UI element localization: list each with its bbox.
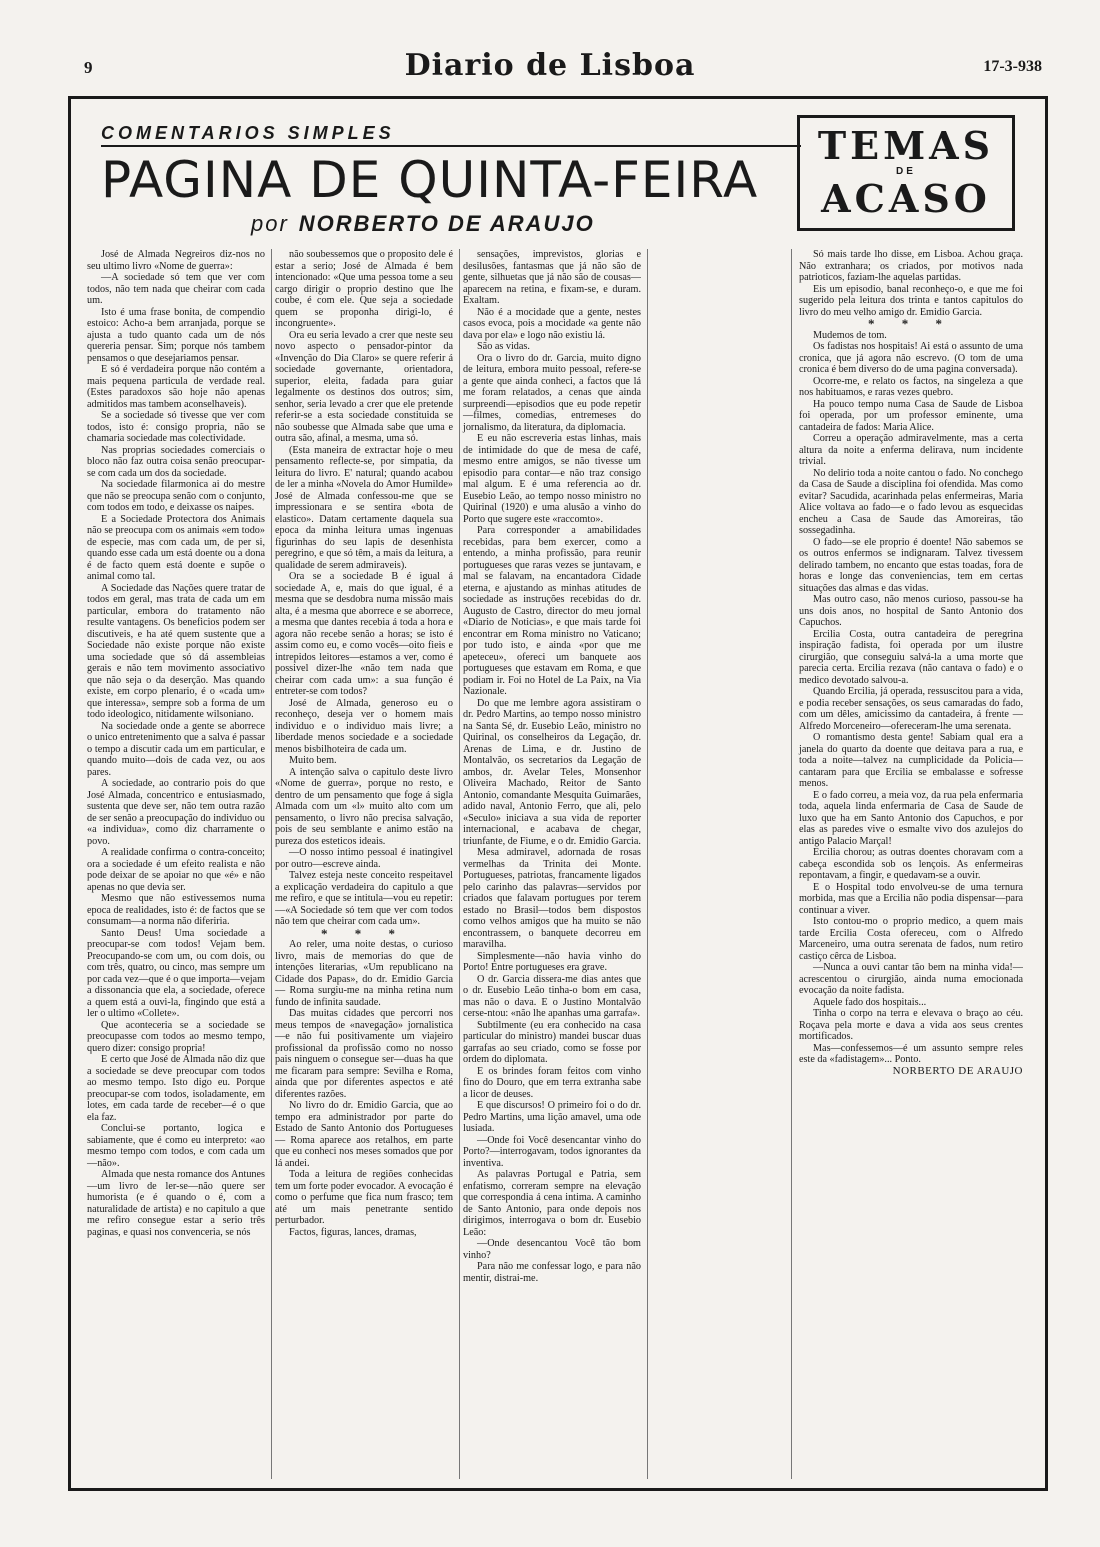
paragraph: Ao reler, uma noite destas, o curioso livro, mais de memorias do que de intenções literarias, «Um republicano na Cidade dos Papas», do dr. Emidio Garcia — Roma surgiu-me na minha retina num fundo de infinita saudade. bbox=[275, 939, 453, 1008]
paragraph: E que discursos! O primeiro foi o do dr. Pedro Martins, uma lição amavel, uma ode lusiada. bbox=[463, 1100, 641, 1134]
temas-title: TEMAS bbox=[817, 123, 995, 168]
paragraph: A Sociedade das Nações quere tratar de todos em geral, mas trata de cada um em particular, embora do tratamento não resulte vantagens. Os beneficios podem ser discutiveis, e ha até quem sustente que a Sociedade não existe porque não existe uma sociedade que só dá assembleias gerais e não tem movimento associativo que não seja o da deserção. Mas quando existe, em corpo plenario, é o «cada um» que interessa», sempre sob a forma de um todo ideologico, nitidamente wilsoniano. bbox=[87, 582, 265, 720]
paragraph: Almada que nesta romance dos Antunes—um livro de ler-se—não quere ser humorista (e é quando o é, com a naturalidade de artista) e no capitulo a que me refiro consegue estar a serio três paginas, e quasi nos convenceria, se nós bbox=[87, 1169, 265, 1238]
paragraph: Ercilia chorou; as outras doentes choravam com a cabeça escondida sob os lençois. As enfermeiras repontavam, a fingir, e quedavam-se a ouvir. bbox=[799, 847, 1023, 881]
paragraph: (Esta maneira de extractar hoje o meu pensamento reflecte-se, por simpatia, da leitura do livro. E' natural; quando acabou de ler a minha «Novela do Amor Humilde» José de Almada confessou-me que se impressionara e se sentira «bota de elastico». Datam certamente daquela sua epoca da minha leitura umas ingenuas figurinhas do seu lapis de desenhista peregrino, e que só têm, a mais da leitura, a qualidade de serem admiraveis). bbox=[275, 444, 453, 571]
section-separator: * * * bbox=[868, 316, 954, 331]
paragraph: Se a sociedade só tivesse que ver com todos, isto é: consigo propria, não se chamaria sociedade mas colectividade. bbox=[87, 410, 265, 444]
paragraph: São as vidas. bbox=[477, 341, 530, 352]
byline-prefix: por bbox=[251, 211, 289, 236]
paragraph: Aquele fado dos hospitais... bbox=[813, 996, 927, 1008]
paragraph: —A sociedade só tem que ver com todos, não tem nada que cheirar com cada um. bbox=[87, 272, 265, 306]
paragraph: —Onde foi Você desencantar vinho do Porto?—interrogavam, todos ignorantes da inventiva. bbox=[463, 1134, 641, 1169]
paragraph: Para corresponder a amabilidades recebidas, para bem exercer, como a entendo, a minha profissão, para reunir portugueses que raras vezes se juntavam, e mal se falavam, na encantadora Cidade eterna, e ajustando as minhas atitudes de sociedade as instruções recebidas do dr. Augusto de Castro, director do meu jornal «Diario de Noticias», e que mais tarde foi encontrar em Roma ministro no Vaticano; por tudo isto, e ainda «por que me apeteceu», ofereci um banquete aos portugueses que estavam em Roma, e que podiam ir. Foi no Hotel de La Paix, na Via Nazionale. bbox=[463, 525, 641, 697]
paragraph: Das muitas cidades que percorri nos meus tempos de «navegação» jornalistica—e não fui positivamente um viajeiro profissional da profissão como no nosso pais ninguem o consegue ser—duas ha que me ficaram para sempre: Sevilha e Roma, ainda que por diferentes aspectos e até diferentes razões. bbox=[275, 1008, 453, 1100]
paragraph: Não é a mocidade que a gente, nestes casos evoca, pois a mocidade «a gente não dava por ela» e logo não existiu lá. bbox=[463, 306, 641, 341]
paragraph: Os fadistas nos hospitais! Ai está o assunto de uma cronica, que já agora não escrevo. (O tom de uma cronica é bem diverso do de uma pagina conversada). bbox=[799, 341, 1023, 375]
paragraph: Ocorre-me, e relato os factos, na singeleza a que nos habituamos, e raras vezes quebro. bbox=[799, 375, 1023, 398]
newspaper-name: Diario de Lisboa bbox=[404, 48, 696, 83]
article-column-1 bbox=[87, 249, 265, 1238]
temas-de-acaso-box bbox=[797, 115, 1015, 231]
paragraph: E os brindes foram feitos com vinho fino do Douro, que em terra extranha sabe a licor de deuses. bbox=[463, 1065, 641, 1100]
column-divider bbox=[791, 249, 792, 1479]
paragraph: Ora eu seria levado a crer que neste seu novo aspecto o pensador-pintor da «Invenção do Dia Claro» se quere referir á sociedade governante, orientadora, superior, eleita, fadada para guiar legalmente os destinos dos outros; sim, senhor, seria levado a crer que ele pretende referir-se a esta sociedade constituida se não soubesse que Almada sabe que uma e outra são, afinal, a mesma, uma só. bbox=[275, 329, 453, 444]
paragraph: Conclui-se portanto, logica e sabiamente, que é como eu interpreto: «ao mesmo tempo com todos, e com cada um—não». bbox=[87, 1123, 265, 1169]
paragraph: Eis um episodio, banal reconheço-o, e que me foi sugerido pela leitura dos trinta e tantos capitulos do livro do meu velho amigo dr. Emidio Garcia. bbox=[799, 283, 1023, 318]
paragraph: —Nunca a ouvi cantar tão bem na minha vida!—acrescentou o cirurgião, ainda numa emocionada evocação da noite fadista. bbox=[799, 962, 1023, 996]
author-signature: NORBERTO DE ARAUJO bbox=[892, 1064, 1023, 1077]
paragraph: Só mais tarde lho disse, em Lisboa. Achou graça. Não extranhara; os criados, por motivos nada patrioticos, faziam-lhe aquelas partidas. bbox=[799, 249, 1023, 283]
paragraph: Correu a operação admiravelmente, mas a certa altura da noite a enferma delirava, num incidente trivial. bbox=[799, 433, 1023, 467]
issue-date: 17-3-938 bbox=[983, 58, 1042, 75]
masthead bbox=[0, 46, 1100, 86]
paragraph: Ora o livro do dr. Garcia, muito digno de leitura, embora muito pessoal, refere-se a gente que ainda conheci, a factos que lá me foram relatados, a cenas que ainda surpreendi—episodios que eu pode repetir—filmes, comedias, entremeses do jornalismo, da literatura, da diplomacia. bbox=[463, 352, 641, 433]
kicker-rule bbox=[101, 145, 801, 147]
temas-de: DE bbox=[896, 166, 916, 177]
byline-author: NORBERTO DE ARAUJO bbox=[298, 211, 595, 236]
paragraph: A sociedade, ao contrario pois do que José Almada, concentrico e entusiasmado, sustenta que deve ser, não tem outra razão de ser senão a preocupação do individuo ou «a individua», como diz charramente o povo. bbox=[87, 778, 265, 847]
section-separator: * * * bbox=[321, 925, 407, 941]
paragraph: Mas outro caso, não menos curioso, passou-se ha uns dois anos, no hospital de Santo Antonio dos Capuchos. bbox=[799, 594, 1023, 628]
paragraph: Mesmo que não estivessemos numa epoca de realidades, isto é: de factos que se consumam—a norma não diferiria. bbox=[87, 893, 265, 927]
paragraph: A realidade confirma o contra-conceito; ora a sociedade é um efeito realista e não pode deixar de se apoiar no que «é» e não apenas no que devia ser. bbox=[87, 847, 265, 893]
paragraph: Talvez esteja neste conceito respeitavel a explicação verdadeira do capitulo a que me refiro, e que se intitula—vou eu repetir: —«A Sociedade só tem que ver com todos não tem que cheirar com cada um». bbox=[275, 870, 453, 927]
paragraph: Simplesmente—não havia vinho do Porto! Entre portugueses era grave. bbox=[463, 950, 641, 973]
paragraph: E eu não escreveria estas linhas, mais de intimidade do que de mesa de café, mesmo entre amigos, se não tivesse um episodio para contar—e não traz consigo mal algum. E é uma referencia ao dr. Eusebio Leão, ao tempo nosso ministro no Quirinal (1920) e uma alusão a vinho do Porto que sugere este «raccomto». bbox=[463, 433, 641, 525]
column-divider bbox=[647, 249, 648, 1479]
paragraph: As palavras Portugal e Patria, sem enfatismo, correram sempre na elevação que correspondia á cena intima. A caminho de Santo Antonio, para onde depois nos dirigimos, interrogava o bom dr. Eusebio Leão: bbox=[463, 1169, 641, 1238]
paragraph: E só é verdadeira porque não contém a mais pequena particula de verdade real. (Estes paradoxos são hoje não apenas admitidos mas tambem aconselhaveis). bbox=[87, 364, 265, 410]
paragraph: Toda a leitura de regiões conhecidas tem um forte poder evocador. A evocação é como o perfume que fica num frasco; tem até um mais penetrante sentido perturbador. bbox=[275, 1169, 453, 1226]
paragraph: Nas proprias sociedades comerciais o bloco não faz outra coisa senão preocupar-se com cada um dos da sociedade. bbox=[87, 444, 265, 479]
paragraph: Ha pouco tempo numa Casa de Saude de Lisboa foi operada, por um professor eminente, uma cantadeira de fados: Maria Alice. bbox=[799, 398, 1023, 433]
paragraph: Mudemos de tom. bbox=[813, 329, 887, 341]
paragraph: Que aconteceria se a sociedade se preocupasse com todos ao mesmo tempo, quero dizer: consigo propria! bbox=[87, 1019, 265, 1054]
column-divider bbox=[459, 249, 460, 1479]
paragraph: Tinha o corpo na terra e elevava o braço ao céu. Roçava pela morte e dava a vida aos seus crentes mortificados. bbox=[799, 1008, 1023, 1042]
byline bbox=[251, 211, 595, 237]
article-frame bbox=[68, 96, 1048, 1491]
paragraph: Mesa admiravel, adornada de rosas vermelhas da Trinita dei Monte. Portugueses, patriotas, francamente ligados pelo carinho das palavras—servidos por criados que falavam portugues por terem estado no Brasil—todos bem dispostos como velhos amigos que ha muito se não encontrassem, o banquete decorreu em maravilha. bbox=[463, 847, 641, 950]
paragraph: José de Almada Negreiros diz-nos no seu ultimo livro «Nome de guerra»: bbox=[87, 249, 265, 272]
paragraph: No delirio toda a noite cantou o fado. No conchego da Casa de Saude a disciplina foi ofendida. Mas como evitar? Sacudida, acarinhada pelas enfermeiras, Maria Alice voltava ao fado—e o fado levou as esquecidas encheu a Casa de Saude das Amoreiras, tão sossegadinha. bbox=[799, 467, 1023, 536]
paragraph: Muito bem. bbox=[289, 755, 337, 766]
column-divider bbox=[271, 249, 272, 1479]
paragraph: Na sociedade onde a gente se aborrece o unico entretenimento que a salva é passar o tempo a discutir cada um em particular, e quando muito—dois de cada vez, ou aos pares. bbox=[87, 720, 265, 778]
paragraph: Ercilia Costa, outra cantadeira de peregrina inspiração fadista, foi operada por um ilustre cirurgião, que conseguiu salvá-la a uma morte que parecia certa. Ercilia rezava (não cantava o fado) e o medico devotado salvou-a. bbox=[799, 628, 1023, 686]
paragraph: José de Almada, generoso eu o reconheço, deseja ver o homem mais individuo e o individuo mais livre; a liberdade menos sociedade e a sociedade menos bisbilhoteira de cada um. bbox=[275, 697, 453, 755]
paragraph: Do que me lembre agora assistiram o dr. Pedro Martins, ao tempo nosso ministro na Santa Sé, dr. Eusebio Leão, ministro no Quirinal, os conselheiros da Legação, dr. Arenas de Lima, e dr. Justino de Montalvão, os secretarios da Legação de ambos, dr. Avelar Teles, Monsenhor Oliveira Machado, Reitor de Santo Antonio, comandante Mesquita Guimarães, adido naval, Antonio Ferro, que ali, pelo «Seculo» iniciava a sua vida de reporter internacional, e acabava de chegar, triunfante, de Fiume, e o dr. Emidio Garcia. bbox=[463, 697, 641, 847]
paragraph: Subtilmente (eu era conhecido na casa particular do ministro) mandei buscar duas garrafas ao seu criado, como se fosse por ordem do diplomata. bbox=[463, 1019, 641, 1065]
article-column-4 bbox=[799, 249, 1023, 1077]
paragraph: Factos, figuras, lances, dramas, bbox=[289, 1226, 417, 1238]
paragraph: Ora se a sociedade B é igual á sociedade A, e, mais do que igual, é a mesma que se desdobra numa missão mais alta, é a mesma que aborrece e se aborrece, a mesma que dantes recebia á toda a hora e agora não recebe senão a horas; se isto é assim como eu, e como vocês—oito fieis e intrepidos leitores—estamos a ver, como é possivel dizer-lhe «não tem nada que cheirar com cada um»: a sua função é entreter-se com todos? bbox=[275, 571, 453, 697]
paragraph: Isto é uma frase bonita, de compendio estoico: Acho-a bem arranjada, porque se ajusta a tudo quanto cada um de nós quereria pensar. Sim; porque nós tambem pensamos o que desejariamos pensar. bbox=[87, 306, 265, 364]
paragraph: sensações, imprevistos, glorias e desilusões, fantasmas que já não são de gente, silhuetas que já não são de cousas—aparecem na retina, e fixam-se, e duram. Exaltam. bbox=[463, 249, 641, 306]
paragraph: Mas—confessemos—é um assunto sempre reles este da «fadistagem»... Ponto. bbox=[799, 1042, 1023, 1065]
paragraph: E a Sociedade Protectora dos Animais não se preocupa com os animais «em todo» de especie, mas com cada um, de per si, quando esse cada um está doente ou a dona é de facto quem está doente e supõe o animal como tal. bbox=[87, 513, 265, 582]
paragraph: E o fado correu, a meia voz, da rua pela enfermaria toda, aquela linda enfermaria de Casa de Saude de luxo que ha em Santo Antonio dos Capuchos, e por elas as paredes vive o esmalte vivo dos azulejos do antigo Palacio Marçal! bbox=[799, 789, 1023, 847]
paragraph: Para não me confessar logo, e para não mentir, distrai-me. bbox=[463, 1261, 641, 1284]
paragraph: —O nosso intimo pessoal é inatingivel por outro—escreve ainda. bbox=[275, 847, 453, 870]
paragraph: O romantismo desta gente! Sabiam qual era a janela do quarto da doente que deitava para a rua, e toda a noite—talvez na cumplicidade da Policia—cantaram para que Ercilia se embalasse e sofresse menos. bbox=[799, 732, 1023, 789]
paragraph: E o Hospital todo envolveu-se de uma ternura morbida, mas que a Ercilia não podia dispensar—para continuar a viver. bbox=[799, 881, 1023, 916]
paragraph: O dr. Garcia dissera-me dias antes que o dr. Eusebio Leão tinha-o bom em casa, mas não o dava. E o Justino Montalvão cerse-ntou: «não lhe apanhas uma garrafa». bbox=[463, 973, 641, 1019]
paragraph: não soubessemos que o proposito dele é estar a serio; José de Almada é bem intencionado: «Que uma pessoa tome a seu cargo dirigir o proprio destino que lhe coube, é com ele. Que seja a sociedade quem se proponha dirigi-lo, é incongruente». bbox=[275, 249, 453, 329]
paragraph: Santo Deus! Uma sociedade a preocupar-se com todos! Vejam bem. Preocupando-se com um, ou com dois, ou com três, quatro, ou cinco, mas sempre um por cada vez—que é o que importa—vejam a dissonancia que ela, a sociedade, oferece a quem está a ouvi-la, fingindo que está a ler o ultimo «Collete». bbox=[87, 927, 265, 1019]
paragraph: —Onde desencantou Você tão bom vinho? bbox=[463, 1238, 641, 1261]
section-kicker: COMENTARIOS SIMPLES bbox=[101, 123, 395, 143]
paragraph: A intenção salva o capitulo deste livro «Nome de guerra», porque no resto, e dentro de um pensamento que foge á sigla Almada com um «l» muito alto com um pensamento, o livro não precisa salvação, pois de seu semblante e animo estão na pureza dos esteticos ideais. bbox=[275, 766, 453, 847]
paragraph: Isto contou-mo o proprio medico, a quem mais tarde Ercilia Costa ofereceu, com o Alfredo Marceneiro, uma outra serenata de fados, num retiro castiço cêrca de Lisboa. bbox=[799, 916, 1023, 962]
page-number: 9 bbox=[84, 58, 93, 77]
paragraph: Na sociedade filarmonica ai do mestre que não se preocupa senão com o conjunto, com todos em todo, e deixasse os naipes. bbox=[87, 479, 265, 513]
article-column-3 bbox=[463, 249, 641, 1284]
headline: PAGINA DE QUINTA-FEIRA bbox=[101, 151, 759, 209]
paragraph: Quando Ercilia, já operada, ressuscitou para a vida, e podia receber sensações, os seus camaradas do fado, com um dêles, amicissimo da cantadeira, á frente —Alfredo Morceneiro—ofereceram-lhe uma serenata. bbox=[799, 686, 1023, 732]
temas-acaso: ACASO bbox=[821, 176, 991, 221]
paragraph: O fado—se ele proprio é doente! Não sabemos se os outros enfermos se indignaram. Talvez tivessem delirado tambem, no encanto que estas toadas, fora de horas e longe das conveniencias, tem em certas situações das almas e das vidas. bbox=[799, 536, 1023, 594]
paragraph: No livro do dr. Emidio Garcia, que ao tempo era administrador por parte do Estado de Santo Antonio dos Portugueses — Roma aparece aos retalhos, em parte que eu conheci nos meses somados que por lá andei. bbox=[275, 1100, 453, 1169]
paragraph: E certo que José de Almada não diz que a sociedade se deve preocupar com todos ao mesmo tempo. Isto digo eu. Porque preocupar-se com todos, isoladamente, em lotes, em cada tarde de receber—é o que ela faz. bbox=[87, 1054, 265, 1123]
article-column-2 bbox=[275, 249, 453, 1238]
